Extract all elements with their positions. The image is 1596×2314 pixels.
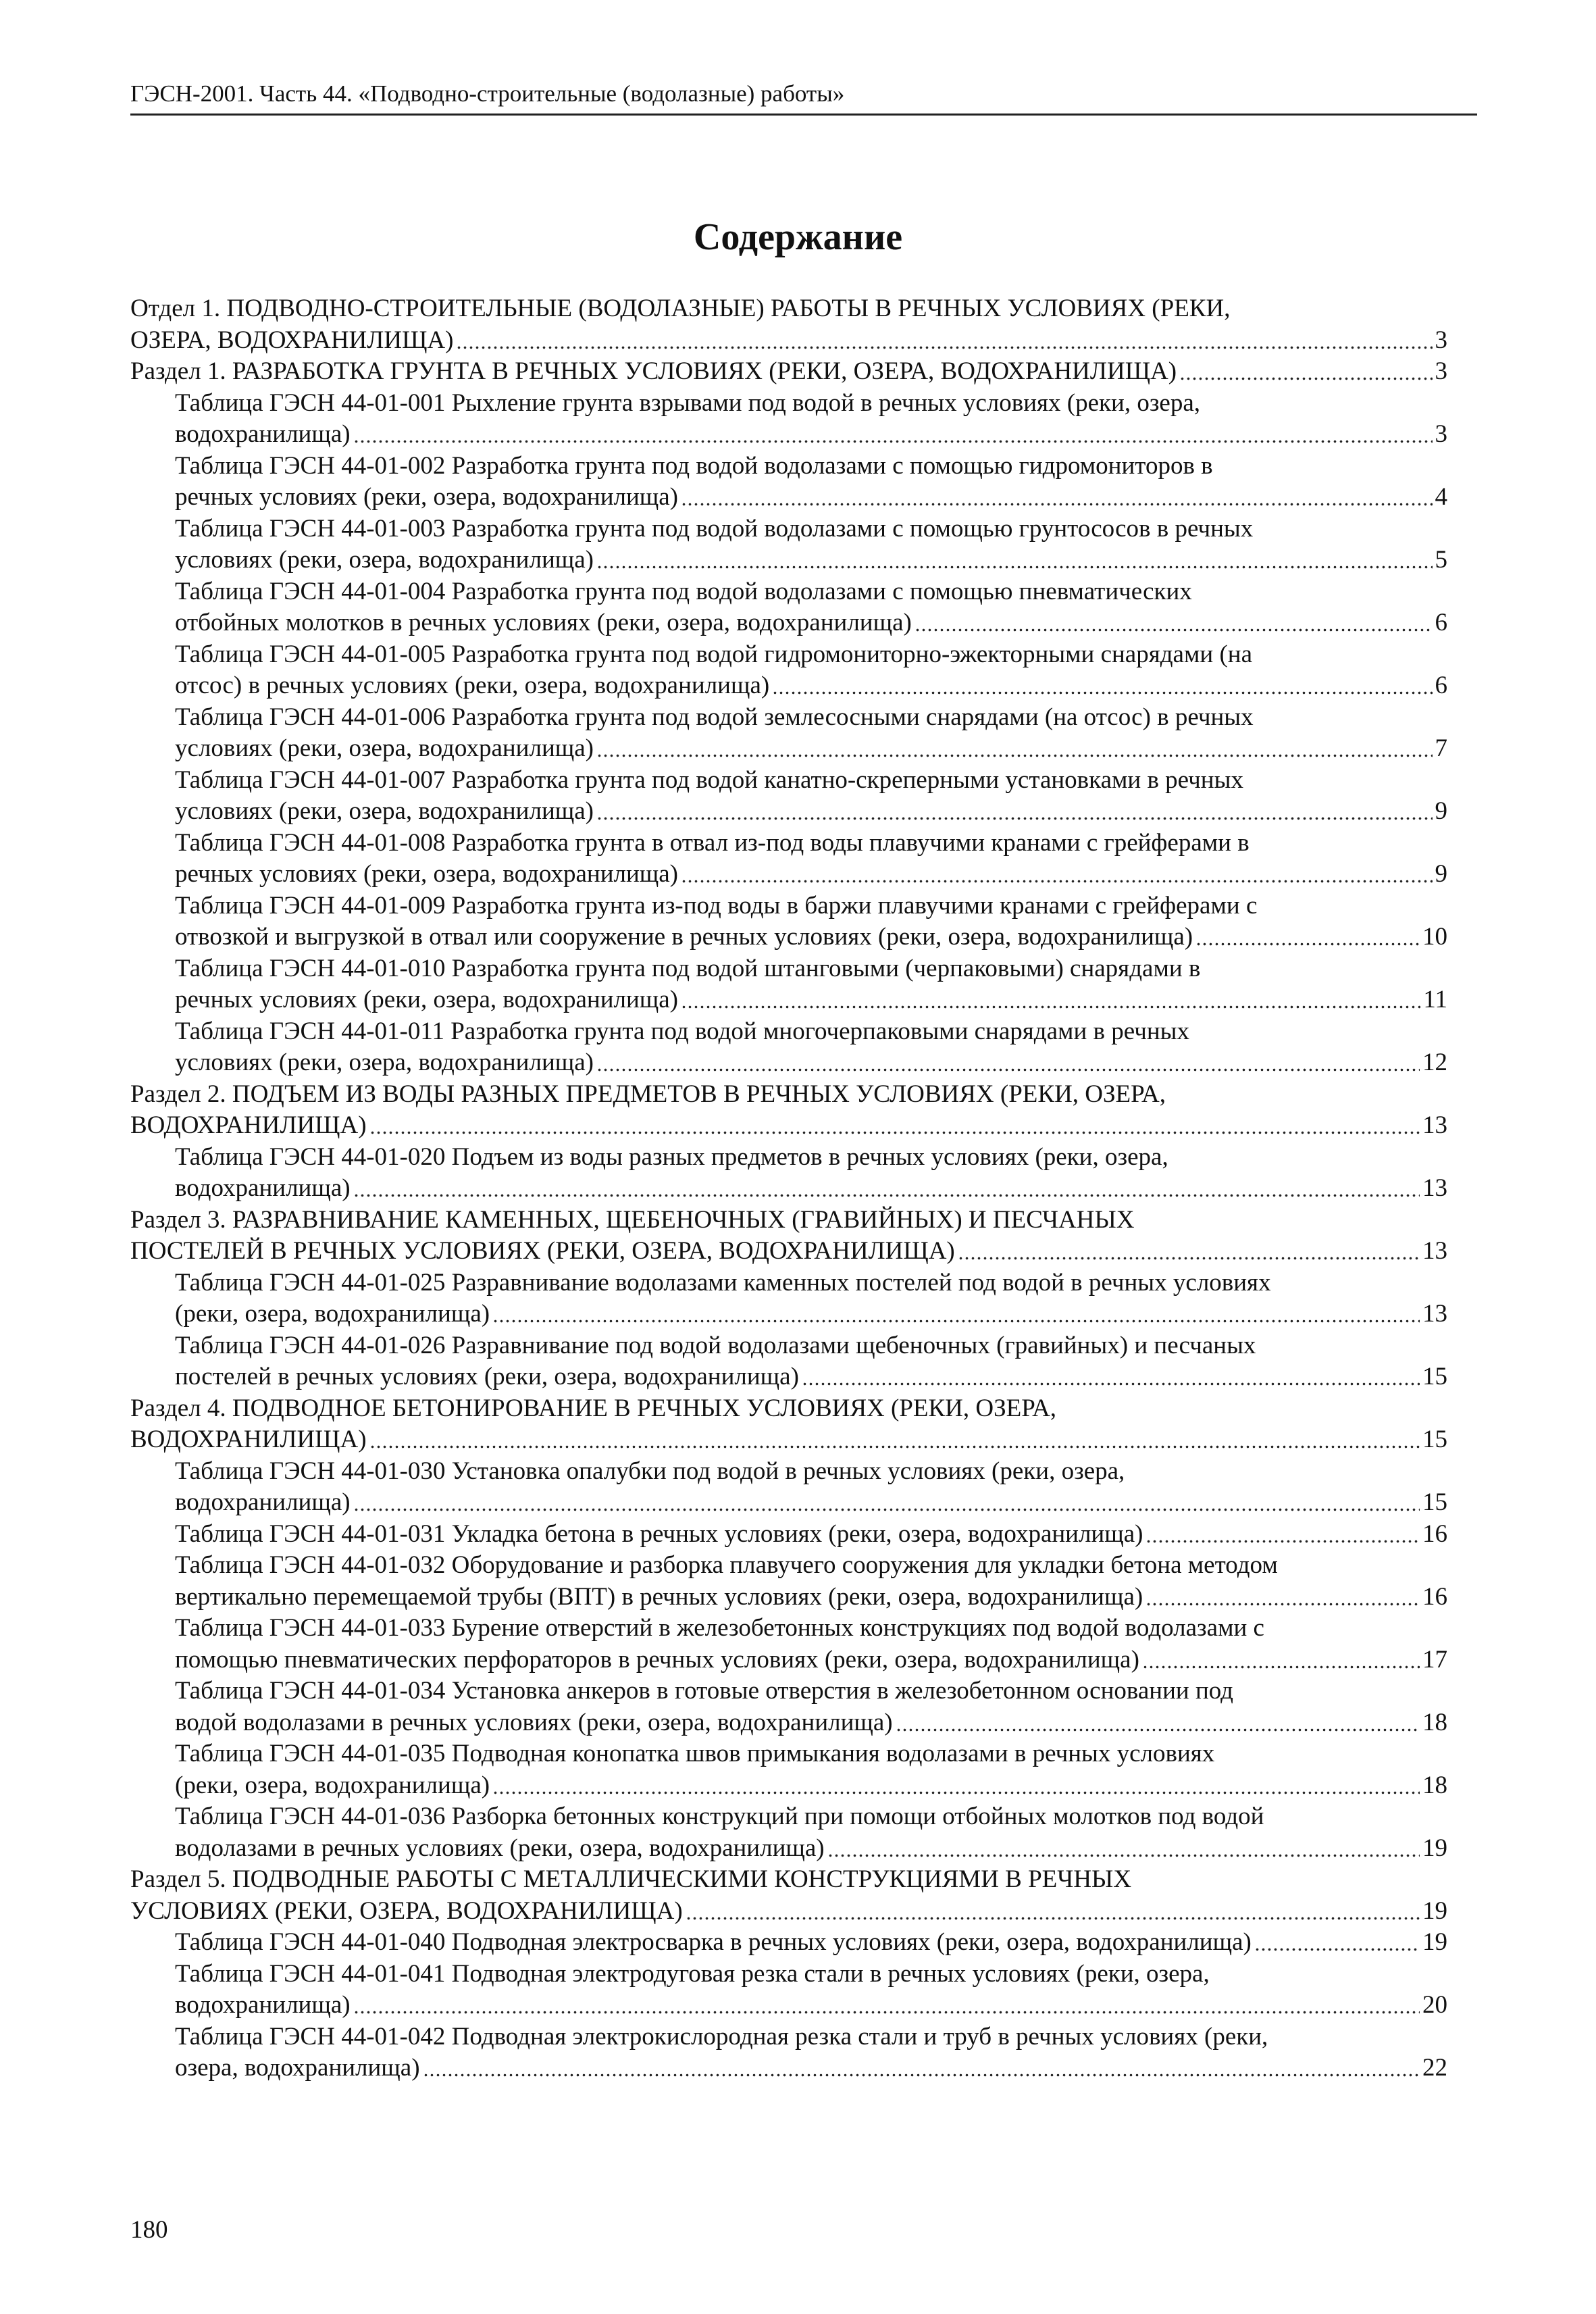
toc-table-entry[interactable] <box>130 513 1447 576</box>
toc-entry-text: условиях (реки, озера, водохранилища) <box>175 1049 594 1076</box>
toc-entry-text: Таблица ГЭСН 44-01-042 Подводная электрокислородная резка стали и труб в речных условиях (реки, <box>175 2022 1268 2051</box>
toc-entry-line <box>175 2053 1447 2084</box>
toc-entry-text: Таблица ГЭСН 44-01-009 Разработка грунта из-под воды в баржи плавучими кранами с грейферами с <box>175 891 1258 920</box>
toc-entry-line <box>175 1770 1447 1802</box>
toc-entry-line <box>175 1644 1447 1676</box>
toc-entry-line <box>175 1361 1447 1393</box>
toc-entry-text: отбойных молотков в речных условиях (реки, озера, водохранилища) <box>175 609 912 636</box>
toc-entry-text: Таблица ГЭСН 44-01-010 Разработка грунта под водой штанговыми (черпаковыми) снарядами в <box>175 954 1201 982</box>
dot-leader <box>1145 1522 1420 1544</box>
toc-page-number: 12 <box>1422 1049 1447 1076</box>
toc-entry-text: Таблица ГЭСН 44-01-034 Установка анкеров в готовые отверстия в железобетонном основании под <box>175 1677 1234 1705</box>
toc-table-entry[interactable] <box>130 1959 1447 2021</box>
running-header: ГЭСН-2001. Часть 44. «Подводно-строительные (водолазные) работы» <box>130 80 845 107</box>
toc-entry-text: отвозкой и выгрузкой в отвал или сооружение в речных условиях (реки, озера, водохранилища) <box>175 923 1193 951</box>
toc-page-number: 13 <box>1422 1111 1447 1139</box>
toc-entry-line <box>175 1613 1447 1644</box>
toc-entry-line <box>175 796 1447 828</box>
toc-entry-line <box>175 702 1447 734</box>
toc-table-entry[interactable] <box>130 576 1447 639</box>
toc-entry-line <box>175 1833 1447 1865</box>
toc-entry-line <box>175 1738 1447 1770</box>
toc-entry-line <box>175 1487 1447 1519</box>
toc-entry-line <box>175 2021 1447 2053</box>
toc-entry-text: Раздел 4. ПОДВОДНОЕ БЕТОНИРОВАНИЕ В РЕЧНЫХ УСЛОВИЯХ (РЕКИ, ОЗЕРА, <box>130 1394 1057 1422</box>
dot-leader <box>353 1993 1420 2015</box>
toc-entry-line <box>175 1330 1447 1362</box>
toc-entry-line <box>175 1519 1447 1551</box>
toc-entry-text: Таблица ГЭСН 44-01-032 Оборудование и разборка плавучего сооружения для укладки бетона методом <box>175 1551 1278 1579</box>
dot-leader <box>681 862 1432 884</box>
dot-leader <box>596 1051 1420 1073</box>
toc-table-entry[interactable] <box>130 828 1447 890</box>
toc-table-entry[interactable] <box>130 1142 1447 1205</box>
dot-leader <box>596 548 1433 570</box>
toc-page-number: 5 <box>1435 546 1447 574</box>
toc-page-number: 13 <box>1422 1300 1447 1328</box>
dot-leader <box>596 799 1433 822</box>
toc-entry-text: Таблица ГЭСН 44-01-035 Подводная конопатка швов примыкания водолазами в речных условиях <box>175 1740 1215 1767</box>
toc-page-number: 6 <box>1435 609 1447 636</box>
toc-entry-text: водохранилища) <box>175 1991 351 2019</box>
toc-entry-line <box>175 1142 1447 1174</box>
toc-entry-line <box>175 419 1447 451</box>
toc-page-number: 4 <box>1435 483 1447 511</box>
toc-entry-text: ОЗЕРА, ВОДОХРАНИЛИЩА) <box>130 326 454 354</box>
toc-entry-line <box>175 1299 1447 1330</box>
toc-entry-text: Раздел 3. РАЗРАВНИВАНИЕ КАМЕННЫХ, ЩЕБЕНОЧНЫХ (ГРАВИЙНЫХ) И ПЕСЧАНЫХ <box>130 1205 1135 1234</box>
dot-leader <box>1179 359 1432 382</box>
toc-entry-text: Таблица ГЭСН 44-01-004 Разработка грунта под водой водолазами с помощью пневматических <box>175 577 1192 605</box>
toc-entry-text: Раздел 2. ПОДЪЕМ ИЗ ВОДЫ РАЗНЫХ ПРЕДМЕТОВ В РЕЧНЫХ УСЛОВИЯХ (РЕКИ, ОЗЕРА, <box>130 1080 1166 1108</box>
toc-entry-line <box>175 1676 1447 1707</box>
toc-entry-text: Таблица ГЭСН 44-01-040 Подводная электросварка в речных условиях (реки, озера, водохранилища) <box>175 1928 1252 1956</box>
toc-entry-text: ВОДОХРАНИЛИЩА) <box>130 1426 367 1453</box>
toc-page-number: 7 <box>1435 734 1447 762</box>
toc-entry-text: речных условиях (реки, озера, водохранилища) <box>175 483 679 511</box>
toc-section-entry[interactable] <box>130 356 1447 388</box>
toc-page-number: 3 <box>1435 357 1447 385</box>
toc-entry-text: Таблица ГЭСН 44-01-005 Разработка грунта под водой гидромониторно-эжекторными снарядами (на <box>175 640 1252 668</box>
toc-table-entry[interactable] <box>130 1456 1447 1519</box>
toc-entry-line <box>175 607 1447 639</box>
dot-leader <box>958 1239 1420 1261</box>
toc-page-number: 13 <box>1422 1237 1447 1265</box>
toc-entry-line <box>175 1047 1447 1079</box>
toc-section-entry[interactable] <box>130 1205 1447 1267</box>
toc-entry-text: Таблица ГЭСН 44-01-041 Подводная электродуговая резка стали в речных условиях (реки, озера, <box>175 1959 1210 1988</box>
toc-entry-text: ВОДОХРАНИЛИЩА) <box>130 1111 367 1139</box>
toc-entry-text: водой водолазами в речных условиях (реки, озера, водохранилища) <box>175 1708 893 1736</box>
toc-entry-text: Раздел 1. РАЗРАБОТКА ГРУНТА В РЕЧНЫХ УСЛОВИЯХ (РЕКИ, ОЗЕРА, ВОДОХРАНИЛИЩА) <box>130 357 1177 385</box>
toc-entry-line <box>175 890 1447 922</box>
toc-page-number: 16 <box>1422 1582 1447 1611</box>
toc-entry-line <box>175 1173 1447 1205</box>
toc-entry-line <box>175 1550 1447 1582</box>
toc-table-entry[interactable] <box>130 1519 1447 1551</box>
toc-entry-text: (реки, озера, водохранилища) <box>175 1300 490 1328</box>
header-rule <box>130 114 1477 116</box>
toc-entry-text: водохранилища) <box>175 420 351 448</box>
toc-entry-line <box>175 765 1447 797</box>
toc-page-number: 22 <box>1422 2054 1447 2082</box>
toc-page-number: 3 <box>1435 420 1447 448</box>
toc-entry-line <box>175 953 1447 985</box>
toc-entry-text: Таблица ГЭСН 44-01-003 Разработка грунта под водой водолазами с помощью грунтососов в речных <box>175 514 1254 543</box>
toc-page-number: 15 <box>1422 1363 1447 1390</box>
toc-page-number: 13 <box>1422 1174 1447 1202</box>
dot-leader <box>681 988 1420 1010</box>
toc-entry-line <box>130 1864 1447 1896</box>
toc-table-entry[interactable] <box>130 702 1447 765</box>
toc-entry-text: Таблица ГЭСН 44-01-036 Разборка бетонных конструкций при помощи отбойных молотков под водой <box>175 1803 1264 1830</box>
toc-entry-text: Таблица ГЭСН 44-01-007 Разработка грунта под водой канатно-скреперными установками в речных <box>175 765 1243 794</box>
toc-table-entry[interactable] <box>130 1801 1447 1864</box>
dot-leader <box>369 1113 1420 1136</box>
toc-entry-text: Таблица ГЭСН 44-01-031 Укладка бетона в речных условиях (реки, озера, водохранилища) <box>175 1519 1143 1548</box>
toc-entry-text: условиях (реки, озера, водохранилища) <box>175 734 594 762</box>
toc-page-number: 19 <box>1422 1928 1447 1956</box>
toc-entry-line <box>175 639 1447 671</box>
toc-page-number: 6 <box>1435 672 1447 699</box>
toc-entry-line <box>130 1424 1447 1456</box>
toc-entry-line <box>130 1393 1447 1425</box>
toc-entry-line <box>175 1927 1447 1959</box>
toc-table-entry[interactable] <box>130 388 1447 451</box>
toc-entry-text: Раздел 5. ПОДВОДНЫЕ РАБОТЫ С МЕТАЛЛИЧЕСКИМИ КОНСТРУКЦИЯМИ В РЕЧНЫХ <box>130 1865 1132 1893</box>
toc-entry-text: Таблица ГЭСН 44-01-008 Разработка грунта в отвал из-под воды плавучими кранами с грейферами в <box>175 828 1250 857</box>
toc-table-entry[interactable] <box>130 1676 1447 1738</box>
toc-page-number: 17 <box>1422 1645 1447 1674</box>
dot-leader <box>686 1899 1420 1921</box>
toc-entry-line <box>175 1801 1447 1833</box>
toc-page-number: 20 <box>1422 1991 1447 2019</box>
toc-entry-text: УСЛОВИЯХ (РЕКИ, ОЗЕРА, ВОДОХРАНИЛИЩА) <box>130 1896 683 1925</box>
toc-page-number: 11 <box>1423 986 1447 1013</box>
toc-entry-text: отсос) в речных условиях (реки, озера, водохранилища) <box>175 672 770 699</box>
toc-entry-text: озера, водохранилища) <box>175 2054 420 2082</box>
toc-entry-text: Отдел 1. ПОДВОДНО-СТРОИТЕЛЬНЫЕ (ВОДОЛАЗНЫЕ) РАБОТЫ В РЕЧНЫХ УСЛОВИЯХ (РЕКИ, <box>130 295 1231 322</box>
toc-entry-line <box>175 388 1447 420</box>
toc-entry-line <box>130 1896 1447 1928</box>
toc-page-number: 15 <box>1422 1488 1447 1516</box>
toc-entry-text: условиях (реки, озера, водохранилища) <box>175 797 594 825</box>
table-of-contents <box>130 293 1447 2084</box>
toc-entry-line <box>130 1236 1447 1267</box>
toc-table-entry[interactable] <box>130 890 1447 953</box>
dot-leader <box>353 1490 1420 1513</box>
dot-leader <box>353 422 1433 445</box>
toc-table-entry[interactable] <box>130 451 1447 513</box>
toc-entry-line <box>175 733 1447 765</box>
toc-entry-line <box>175 513 1447 545</box>
dot-leader <box>915 611 1433 633</box>
toc-entry-text: Таблица ГЭСН 44-01-011 Разработка грунта под водой многочерпаковыми снарядами в речных <box>175 1017 1190 1045</box>
toc-section-entry[interactable] <box>130 293 1447 356</box>
dot-leader <box>1145 1585 1420 1607</box>
toc-table-entry[interactable] <box>130 1613 1447 1676</box>
toc-entry-line <box>175 1707 1447 1739</box>
toc-entry-line <box>130 1079 1447 1111</box>
toc-table-entry[interactable] <box>130 1330 1447 1393</box>
toc-page-number: 9 <box>1435 860 1447 888</box>
toc-table-entry[interactable] <box>130 953 1447 1016</box>
dot-leader <box>681 485 1432 507</box>
toc-entry-text: Таблица ГЭСН 44-01-030 Установка опалубки под водой в речных условиях (реки, озера, <box>175 1457 1125 1485</box>
toc-entry-line <box>175 859 1447 890</box>
toc-table-entry[interactable] <box>130 639 1447 702</box>
toc-section-entry[interactable] <box>130 1393 1447 1456</box>
toc-entry-line <box>175 1456 1447 1488</box>
toc-entry-text: вертикально перемещаемой трубы (ВПТ) в речных условиях (реки, озера, водохранилища) <box>175 1582 1143 1611</box>
dot-leader <box>1254 1930 1420 1953</box>
toc-entry-line <box>175 1267 1447 1299</box>
toc-entry-line <box>175 828 1447 859</box>
toc-entry-line <box>175 1016 1447 1048</box>
toc-page-number: 3 <box>1435 326 1447 354</box>
dot-leader <box>596 736 1433 759</box>
toc-entry-line <box>175 922 1447 953</box>
toc-entry-text: Таблица ГЭСН 44-01-006 Разработка грунта под водой землесосными снарядами (на отсос) в речных <box>175 703 1254 731</box>
toc-table-entry[interactable] <box>130 1738 1447 1801</box>
toc-entry-text: постелей в речных условиях (реки, озера, водохранилища) <box>175 1363 799 1390</box>
dot-leader <box>802 1365 1420 1387</box>
toc-page-number: 19 <box>1422 1834 1447 1862</box>
toc-entry-line <box>175 451 1447 482</box>
toc-table-entry[interactable] <box>130 1016 1447 1079</box>
toc-page-number: 18 <box>1422 1771 1447 1799</box>
toc-entry-line <box>130 293 1447 325</box>
toc-table-entry[interactable] <box>130 765 1447 828</box>
toc-entry-text: водохранилища) <box>175 1488 351 1516</box>
toc-entry-line <box>175 1582 1447 1613</box>
dot-leader <box>423 2056 1420 2078</box>
dot-leader <box>492 1302 1420 1324</box>
toc-page-number: 9 <box>1435 797 1447 825</box>
dot-leader <box>896 1711 1420 1733</box>
toc-entry-text: Таблица ГЭСН 44-01-020 Подъем из воды разных предметов в речных условиях (реки, озера, <box>175 1142 1168 1171</box>
toc-entry-line <box>175 1959 1447 1990</box>
toc-table-entry[interactable] <box>130 2021 1447 2084</box>
toc-entry-text: Таблица ГЭСН 44-01-001 Рыхление грунта взрывами под водой в речных условиях (реки, озера, <box>175 388 1201 417</box>
toc-entry-line <box>130 325 1447 357</box>
toc-entry-line <box>175 670 1447 702</box>
toc-entry-line <box>130 1205 1447 1236</box>
dot-leader <box>772 674 1432 696</box>
toc-entry-line <box>175 545 1447 576</box>
dot-leader <box>492 1774 1420 1796</box>
toc-page-number: 18 <box>1422 1708 1447 1736</box>
dot-leader <box>456 328 1432 351</box>
dot-leader <box>1142 1648 1420 1670</box>
toc-table-entry[interactable] <box>130 1267 1447 1330</box>
dot-leader <box>1195 925 1420 947</box>
toc-page-number: 19 <box>1422 1896 1447 1925</box>
toc-entry-text: водолазами в речных условиях (реки, озера, водохранилища) <box>175 1834 825 1862</box>
toc-entry-text: ПОСТЕЛЕЙ В РЕЧНЫХ УСЛОВИЯХ (РЕКИ, ОЗЕРА, ВОДОХРАНИЛИЩА) <box>130 1237 955 1265</box>
toc-entry-text: водохранилища) <box>175 1174 351 1202</box>
toc-entry-text: Таблица ГЭСН 44-01-026 Разравнивание под водой водолазами щебеночных (гравийных) и песчаных <box>175 1331 1256 1359</box>
toc-entry-text: Таблица ГЭСН 44-01-002 Разработка грунта под водой водолазами с помощью гидромониторов в <box>175 451 1213 480</box>
page-number: 180 <box>130 2216 168 2244</box>
toc-entry-text: помощью пневматических перфораторов в речных условиях (реки, озера, водохранилища) <box>175 1645 1139 1674</box>
toc-entry-line <box>175 984 1447 1016</box>
dot-leader <box>827 1836 1420 1859</box>
toc-entry-text: Таблица ГЭСН 44-01-025 Разравнивание водолазами каменных постелей под водой в речных условиях <box>175 1268 1271 1297</box>
toc-section-entry[interactable] <box>130 1079 1447 1142</box>
toc-table-entry[interactable] <box>130 1550 1447 1613</box>
toc-section-entry[interactable] <box>130 1864 1447 1927</box>
dot-leader <box>353 1176 1420 1199</box>
toc-entry-text: речных условиях (реки, озера, водохранилища) <box>175 860 679 888</box>
dot-leader <box>369 1428 1420 1450</box>
toc-entry-text: (реки, озера, водохранилища) <box>175 1771 490 1799</box>
toc-page-number: 10 <box>1422 923 1447 951</box>
toc-table-entry[interactable] <box>130 1927 1447 1959</box>
toc-page-number: 15 <box>1422 1426 1447 1453</box>
toc-entry-text: речных условиях (реки, озера, водохранилища) <box>175 986 679 1013</box>
toc-entry-text: условиях (реки, озера, водохранилища) <box>175 546 594 574</box>
toc-entry-line <box>175 1990 1447 2021</box>
toc-entry-line <box>130 1110 1447 1142</box>
toc-entry-line <box>130 356 1447 388</box>
toc-title: Содержание <box>693 216 903 258</box>
toc-entry-line <box>175 576 1447 608</box>
toc-entry-text: Таблица ГЭСН 44-01-033 Бурение отверстий в железобетонных конструкциях под водой водолазами с <box>175 1614 1264 1642</box>
toc-page-number: 16 <box>1422 1519 1447 1548</box>
toc-entry-line <box>175 482 1447 513</box>
